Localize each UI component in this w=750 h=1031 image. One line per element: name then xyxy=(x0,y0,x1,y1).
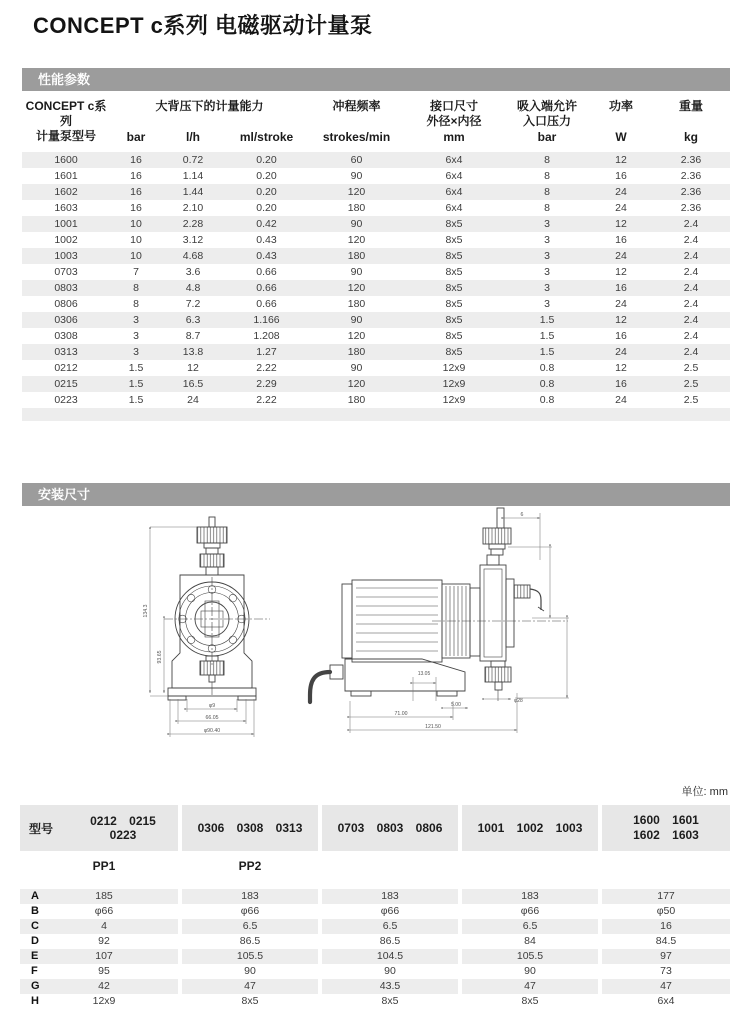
value-cell: 2.5 xyxy=(683,378,699,390)
dim-front-width-outer: φ90.40 xyxy=(203,728,221,734)
value-cell: 10 xyxy=(130,234,142,246)
value-cell: 8x5 xyxy=(445,330,463,342)
value-cell: 0.42 xyxy=(256,218,277,230)
value-cell: 1.5 xyxy=(539,330,555,342)
dim-row-D xyxy=(20,934,730,949)
value-cell: 0.8 xyxy=(539,378,555,390)
value-cell: 0.72 xyxy=(182,154,204,166)
value-cell: 2.4 xyxy=(683,330,699,342)
dim-cell: 183 xyxy=(462,889,598,904)
value-cell: 2.4 xyxy=(683,218,699,230)
perf-row-0313 xyxy=(22,344,730,360)
model-cell: 0215 xyxy=(54,378,78,390)
value-cell: 2.36 xyxy=(680,170,702,182)
value-cell: 180 xyxy=(347,250,366,262)
model-cell: 1602 xyxy=(54,186,78,198)
value-cell: 2.5 xyxy=(683,394,699,406)
value-cell: 3 xyxy=(133,346,139,358)
value-cell: 180 xyxy=(347,346,366,358)
dim-row-B xyxy=(20,904,730,919)
value-cell: 0.43 xyxy=(256,250,277,262)
model-label: 型号 xyxy=(29,821,54,836)
value-cell: 16 xyxy=(615,282,627,294)
dim-cell: 4 xyxy=(101,920,107,932)
value-cell: 6.3 xyxy=(185,314,201,326)
dim-cell: φ66 xyxy=(240,905,260,917)
value-cell: 12x9 xyxy=(442,394,466,406)
value-cell: 16 xyxy=(615,330,627,342)
value-cell: 2.5 xyxy=(683,362,699,374)
dim-letter: H xyxy=(31,995,39,1007)
value-cell: 1.44 xyxy=(182,186,204,198)
value-cell: 2.4 xyxy=(683,346,699,358)
dim-letter: B xyxy=(31,905,39,917)
page-title: CONCEPT c系列 电磁驱动计量泵 xyxy=(33,13,373,38)
unit-per-stroke: ml/stroke xyxy=(239,130,294,144)
value-cell: 8 xyxy=(544,186,550,198)
material-row xyxy=(20,853,730,878)
value-cell: 8 xyxy=(544,202,550,214)
dim-letter: G xyxy=(31,980,40,992)
dim-cell: 90 xyxy=(524,965,536,977)
value-cell: 2.4 xyxy=(683,250,699,262)
dim-letter: F xyxy=(31,965,38,977)
value-cell: 24 xyxy=(615,298,627,310)
dim-cell: 6x4 xyxy=(657,995,675,1007)
dim-cell: 47 xyxy=(602,979,730,994)
model-cell: 1600 xyxy=(54,154,78,166)
value-cell: 8x5 xyxy=(445,314,463,326)
value-cell: 2.4 xyxy=(683,298,699,310)
dim-side-length-body: 71.00 xyxy=(394,711,408,717)
model-cell: 1601 xyxy=(54,170,78,182)
value-cell: 3 xyxy=(544,218,550,230)
value-cell: 2.22 xyxy=(256,394,277,406)
dim-cell: 47 xyxy=(182,979,318,994)
value-cell: 2.28 xyxy=(182,218,204,230)
dim-cell: 183 xyxy=(182,889,318,904)
header-group-5: 1600 1601 1602 1603 xyxy=(602,805,730,851)
col-header-capacity: 大背压下的计量能力 xyxy=(155,99,264,113)
dim-row-E xyxy=(20,949,730,964)
dim-cell: φ50 xyxy=(656,905,676,917)
unit-weight: kg xyxy=(684,130,699,144)
value-cell: 3 xyxy=(544,234,550,246)
value-cell: 2.4 xyxy=(683,266,699,278)
value-cell: 16 xyxy=(130,202,142,214)
value-cell: 2.4 xyxy=(683,234,699,246)
model-cell: 0313 xyxy=(54,346,78,358)
value-cell: 12 xyxy=(187,362,199,374)
section-banner-installation: 安装尺寸 xyxy=(22,483,730,506)
value-cell: 3.6 xyxy=(185,266,201,278)
value-cell: 3.12 xyxy=(182,234,204,246)
value-cell: 2.36 xyxy=(680,186,702,198)
dim-cell: 92 xyxy=(98,935,110,947)
value-cell: 24 xyxy=(187,394,199,406)
material-cell-1: PP1 xyxy=(92,858,116,873)
header-group-3: 0703 0803 0806 xyxy=(322,805,458,851)
value-cell: 90 xyxy=(350,362,363,374)
value-cell: 120 xyxy=(347,234,366,246)
dim-cell: 8x5 xyxy=(241,995,259,1007)
value-cell: 3 xyxy=(544,266,550,278)
value-cell: 3 xyxy=(544,250,550,262)
value-cell: 12x9 xyxy=(442,362,466,374)
value-cell: 13.8 xyxy=(182,346,204,358)
dim-side-head-offset: 13.05 xyxy=(417,671,431,677)
header-group-2: 0306 0308 0313 xyxy=(182,805,318,851)
value-cell: 8x5 xyxy=(445,234,463,246)
header-group-1: 型号 0212 0215 0223 xyxy=(20,805,178,851)
col-header-model: CONCEPT c系列 计量泵型号 xyxy=(25,99,107,143)
value-cell: 2.36 xyxy=(680,202,702,214)
dim-cell: 183 xyxy=(322,889,458,904)
value-cell: 16 xyxy=(130,154,142,166)
dim-cell: 47 xyxy=(462,979,598,994)
model-cell: 0806 xyxy=(54,298,78,310)
perf-row-0215 xyxy=(22,376,730,392)
value-cell: 12 xyxy=(615,266,627,278)
value-cell: 16 xyxy=(615,170,627,182)
value-cell: 6x4 xyxy=(445,186,463,198)
perf-row-1601 xyxy=(22,168,730,184)
installation-drawing xyxy=(20,505,730,770)
value-cell: 12 xyxy=(615,154,627,166)
col-header-stroke-frequency: 冲程频率 xyxy=(332,99,381,113)
perf-row-1602 xyxy=(22,184,730,200)
value-cell: 6x4 xyxy=(445,202,463,214)
perf-row-1003 xyxy=(22,248,730,264)
unit-connector: mm xyxy=(443,130,465,144)
dim-row-C xyxy=(20,919,730,934)
dim-cell: 6.5 xyxy=(322,919,458,934)
dim-cell: φ66 xyxy=(380,905,400,917)
value-cell: 3 xyxy=(133,314,139,326)
value-cell: 0.20 xyxy=(256,170,277,182)
value-cell: 8x5 xyxy=(445,218,463,230)
empty-stripe-row xyxy=(22,408,730,421)
model-cell: 0803 xyxy=(54,282,78,294)
value-cell: 8 xyxy=(133,282,139,294)
value-cell: 10 xyxy=(130,250,142,262)
value-cell: 24 xyxy=(615,346,627,358)
value-cell: 24 xyxy=(615,186,627,198)
dim-cell: 73 xyxy=(660,965,672,977)
value-cell: 4.68 xyxy=(182,250,204,262)
dim-side-length-total: 121.50 xyxy=(425,724,441,730)
value-cell: 8x5 xyxy=(445,266,463,278)
value-cell: 1.5 xyxy=(128,362,144,374)
dimension-table-header xyxy=(20,805,730,851)
value-cell: 16 xyxy=(130,170,142,182)
value-cell: 10 xyxy=(130,218,142,230)
dim-front-height-total: 134.3 xyxy=(143,604,149,618)
value-cell: 0.8 xyxy=(539,394,555,406)
dim-cell: 86.5 xyxy=(239,935,261,947)
dim-side-foot-offset: 5.00 xyxy=(451,702,461,708)
value-cell: 4.8 xyxy=(185,282,201,294)
model-cell: 0306 xyxy=(54,314,78,326)
unit-note: 单位: mm xyxy=(681,786,728,798)
value-cell: 2.36 xyxy=(680,154,702,166)
value-cell: 1.5 xyxy=(128,378,144,390)
value-cell: 16.5 xyxy=(182,378,204,390)
dim-cell: 16 xyxy=(602,919,730,934)
header-group-4: 1001 1002 1003 xyxy=(462,805,598,851)
value-cell: 180 xyxy=(347,202,366,214)
dim-front-height-center: 93.65 xyxy=(157,650,163,664)
value-cell: 12 xyxy=(615,314,627,326)
value-cell: 2.22 xyxy=(256,362,277,374)
value-cell: 1.5 xyxy=(539,346,555,358)
value-cell: 180 xyxy=(347,298,366,310)
value-cell: 1.5 xyxy=(128,394,144,406)
front-view xyxy=(164,517,270,700)
dim-row-G xyxy=(20,979,730,994)
value-cell: 0.8 xyxy=(539,362,555,374)
model-cell: 0223 xyxy=(54,394,78,406)
value-cell: 8 xyxy=(544,154,550,166)
col-header-power: 功率 xyxy=(609,99,634,113)
dim-cell: 6.5 xyxy=(462,919,598,934)
value-cell: 120 xyxy=(347,282,366,294)
value-cell: 3 xyxy=(133,330,139,342)
value-cell: 0.20 xyxy=(256,202,277,214)
perf-row-1600 xyxy=(22,152,730,168)
value-cell: 8x5 xyxy=(445,298,463,310)
dim-side-valve-dia: φ28 xyxy=(514,698,523,704)
value-cell: 16 xyxy=(615,234,627,246)
value-cell: 3 xyxy=(544,282,550,294)
value-cell: 2.4 xyxy=(683,314,699,326)
dim-side-tube: 6 xyxy=(520,512,524,518)
dim-cell: 177 xyxy=(602,889,730,904)
dim-cell: φ66 xyxy=(520,905,540,917)
dim-row-F xyxy=(20,964,730,979)
value-cell: 7.2 xyxy=(185,298,201,310)
perf-row-1603 xyxy=(22,200,730,216)
value-cell: 120 xyxy=(347,330,366,342)
dimension-table xyxy=(20,805,730,1009)
value-cell: 1.27 xyxy=(256,346,277,358)
value-cell: 12 xyxy=(615,218,627,230)
dim-cell: φ66 xyxy=(94,905,114,917)
value-cell: 90 xyxy=(350,170,363,182)
unit-flow: l/h xyxy=(186,130,200,144)
value-cell: 0.66 xyxy=(256,298,277,310)
dim-cell: 42 xyxy=(98,980,110,992)
value-cell: 8x5 xyxy=(445,346,463,358)
dim-letter: A xyxy=(31,890,39,902)
dim-cell: 43.5 xyxy=(322,979,458,994)
value-cell: 24 xyxy=(615,394,627,406)
value-cell: 2.29 xyxy=(256,378,277,390)
value-cell: 24 xyxy=(615,250,627,262)
value-cell: 12 xyxy=(615,362,627,374)
dim-letter: E xyxy=(31,950,39,962)
unit-frequency: strokes/min xyxy=(322,130,391,144)
value-cell: 6x4 xyxy=(445,154,463,166)
value-cell: 24 xyxy=(615,202,627,214)
dim-cell: 97 xyxy=(602,949,730,964)
perf-row-1002 xyxy=(22,232,730,248)
value-cell: 2.10 xyxy=(182,202,204,214)
dim-cell: 12x9 xyxy=(92,995,116,1007)
section-banner-performance: 性能参数 xyxy=(22,68,730,91)
dim-cell: 90 xyxy=(244,965,256,977)
dim-cell: 95 xyxy=(98,965,110,977)
value-cell: 1.14 xyxy=(182,170,204,182)
dim-front-width-inner: 66.05 xyxy=(205,715,219,721)
value-cell: 0.20 xyxy=(256,154,277,166)
dim-front-hole-dia: φ9 xyxy=(208,703,216,709)
perf-row-0308 xyxy=(22,328,730,344)
model-cell: 1001 xyxy=(54,218,78,230)
perf-row-0212 xyxy=(22,360,730,376)
value-cell: 6x4 xyxy=(445,170,463,182)
dim-cell: 185 xyxy=(95,890,113,902)
side-view xyxy=(310,508,568,702)
model-cell: 1603 xyxy=(54,202,78,214)
value-cell: 120 xyxy=(347,186,366,198)
dim-cell: 84.5 xyxy=(655,935,677,947)
value-cell: 90 xyxy=(350,266,363,278)
perf-row-0703 xyxy=(22,264,730,280)
unit-power: W xyxy=(615,130,627,144)
model-cell: 1002 xyxy=(54,234,78,246)
value-cell: 8.7 xyxy=(185,330,201,342)
perf-row-0806 xyxy=(22,296,730,312)
performance-table xyxy=(22,94,730,421)
value-cell: 0.43 xyxy=(256,234,277,246)
value-cell: 0.20 xyxy=(256,186,277,198)
dim-cell: 104.5 xyxy=(322,949,458,964)
dim-cell: 6.5 xyxy=(182,919,318,934)
value-cell: 90 xyxy=(350,314,363,326)
model-cell: 0703 xyxy=(54,266,78,278)
material-cell-2: PP2 xyxy=(238,858,262,873)
dim-cell: 105.5 xyxy=(182,949,318,964)
dim-cell: 8x5 xyxy=(381,995,399,1007)
value-cell: 0.66 xyxy=(256,266,277,278)
value-cell: 8 xyxy=(133,298,139,310)
value-cell: 60 xyxy=(350,154,363,166)
value-cell: 8 xyxy=(544,170,550,182)
dim-letter: D xyxy=(31,935,39,947)
value-cell: 1.166 xyxy=(253,314,280,326)
col-header-connector: 接口尺寸 外径×内径 xyxy=(426,99,482,128)
perf-row-0803 xyxy=(22,280,730,296)
col-header-weight: 重量 xyxy=(679,99,704,113)
dim-letter: C xyxy=(31,920,39,932)
value-cell: 16 xyxy=(130,186,142,198)
model-cell: 0212 xyxy=(54,362,78,374)
dimension-rows xyxy=(20,889,730,1009)
model-cell: 1003 xyxy=(54,250,78,262)
unit-pressure: bar xyxy=(126,130,146,144)
dim-row-A xyxy=(20,889,730,904)
model-cell: 0308 xyxy=(54,330,78,342)
perf-row-0306 xyxy=(22,312,730,328)
perf-row-1001 xyxy=(22,216,730,232)
value-cell: 2.4 xyxy=(683,282,699,294)
perf-row-0223 xyxy=(22,392,730,408)
value-cell: 1.208 xyxy=(253,330,280,342)
value-cell: 90 xyxy=(350,218,363,230)
dim-cell: 86.5 xyxy=(379,935,401,947)
dim-cell: 107 xyxy=(95,950,113,962)
unit-suction: bar xyxy=(537,130,557,144)
col-header-suction: 吸入端允许 入口压力 xyxy=(517,99,578,128)
value-cell: 7 xyxy=(133,266,139,278)
dim-cell: 84 xyxy=(524,935,536,947)
dim-row-H xyxy=(20,994,730,1009)
value-cell: 0.66 xyxy=(256,282,277,294)
value-cell: 8x5 xyxy=(445,250,463,262)
value-cell: 120 xyxy=(347,378,366,390)
dim-cell: 8x5 xyxy=(521,995,539,1007)
value-cell: 1.5 xyxy=(539,314,555,326)
value-cell: 3 xyxy=(544,298,550,310)
dim-cell: 105.5 xyxy=(462,949,598,964)
dim-cell: 90 xyxy=(384,965,396,977)
value-cell: 180 xyxy=(347,394,366,406)
value-cell: 8x5 xyxy=(445,282,463,294)
value-cell: 12x9 xyxy=(442,378,466,390)
side-view-dimensions xyxy=(350,513,569,733)
value-cell: 16 xyxy=(615,378,627,390)
